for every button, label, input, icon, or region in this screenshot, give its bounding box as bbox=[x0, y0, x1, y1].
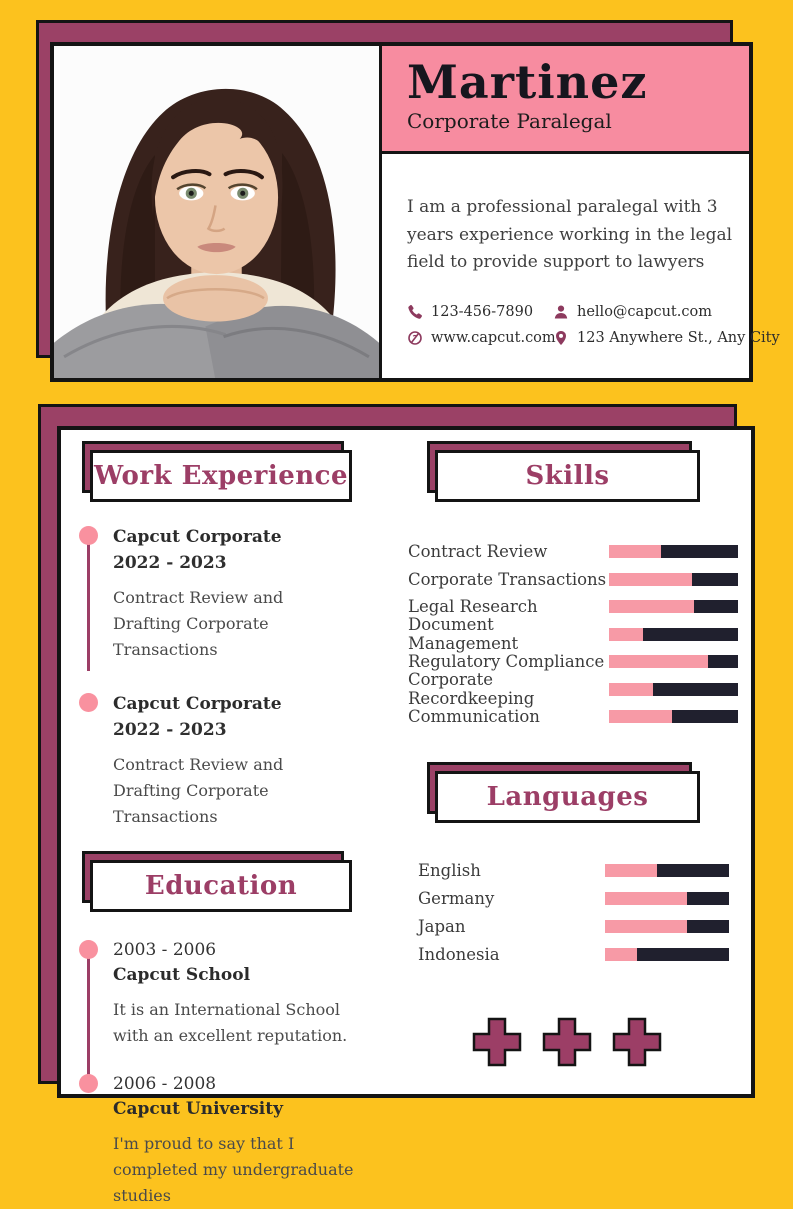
top-card bbox=[50, 42, 780, 382]
education-item-description: It is an International School with an excellent reputation. bbox=[113, 1000, 348, 1045]
skill-label: Regulatory Compliance bbox=[408, 652, 605, 672]
skill-bar bbox=[609, 655, 738, 668]
person-icon bbox=[553, 304, 569, 320]
skill-row bbox=[408, 538, 738, 566]
work-experience-heading: Work Experience bbox=[93, 461, 349, 491]
skill-row bbox=[408, 615, 738, 654]
skill-bar bbox=[609, 545, 738, 558]
bottom-card bbox=[57, 426, 755, 1205]
education-item-dates: 2003 - 2006 bbox=[113, 940, 217, 960]
language-label: Japan bbox=[418, 917, 466, 936]
section-header-skills bbox=[435, 450, 700, 502]
education-item-school: Capcut University bbox=[113, 1099, 283, 1119]
work-experience-timeline bbox=[79, 524, 387, 830]
language-row bbox=[408, 913, 738, 941]
plus-icon bbox=[472, 1017, 522, 1067]
section-header-languages bbox=[435, 771, 700, 823]
skill-row bbox=[408, 670, 738, 709]
education-item-description: I'm proud to say that I completed my undergraduate studies bbox=[113, 1134, 354, 1205]
skill-bar-fill bbox=[609, 683, 653, 696]
section-header-education bbox=[90, 860, 352, 912]
decorative-plus-row bbox=[472, 1017, 738, 1067]
contact-email-value: hello@capcut.com bbox=[577, 304, 712, 321]
contact-website bbox=[407, 330, 556, 347]
language-bar-fill bbox=[605, 892, 687, 905]
plus-icon bbox=[612, 1017, 662, 1067]
work-item-description: Contract Review and Drafting Corporate Transactions bbox=[113, 588, 284, 659]
contact-address-value: 123 Anywhere St., Any City bbox=[577, 330, 780, 347]
skill-bar-fill bbox=[609, 628, 643, 641]
language-row bbox=[408, 857, 738, 885]
contact-list bbox=[407, 304, 780, 347]
skill-bar-fill bbox=[609, 655, 708, 668]
timeline-dot bbox=[79, 526, 98, 545]
skill-label: Communication bbox=[408, 707, 540, 727]
work-item-dates: 2022 - 2023 bbox=[113, 720, 227, 740]
language-bar bbox=[605, 864, 729, 877]
job-title: Corporate Paralegal bbox=[407, 108, 612, 133]
timeline-dot bbox=[79, 693, 98, 712]
contact-address bbox=[553, 330, 780, 346]
skill-row bbox=[408, 566, 738, 594]
language-bar-fill bbox=[605, 948, 637, 961]
work-item-dates: 2022 - 2023 bbox=[113, 553, 227, 573]
skill-label: Corporate Recordkeeping bbox=[408, 670, 535, 709]
skill-label: Legal Research bbox=[408, 597, 538, 617]
education-timeline bbox=[79, 938, 387, 1209]
skill-bar bbox=[609, 600, 738, 613]
contact-phone-value: 123-456-7890 bbox=[431, 304, 534, 321]
skill-bar bbox=[609, 710, 738, 723]
education-item-dates: 2006 - 2008 bbox=[113, 1074, 217, 1094]
work-item-company: Capcut Corporate bbox=[113, 527, 282, 547]
phone-icon bbox=[407, 304, 423, 320]
language-bar bbox=[605, 948, 729, 961]
education-heading: Education bbox=[144, 871, 298, 901]
language-row bbox=[408, 885, 738, 913]
language-bar bbox=[605, 892, 729, 905]
education-item-school: Capcut School bbox=[113, 965, 251, 985]
location-icon bbox=[553, 330, 569, 346]
contact-phone bbox=[407, 304, 553, 320]
education-item bbox=[79, 1072, 387, 1209]
skill-bar bbox=[609, 573, 738, 586]
skill-bar-fill bbox=[609, 710, 672, 723]
work-item-description: Contract Review and Drafting Corporate Transactions bbox=[113, 755, 284, 826]
skill-bar bbox=[609, 683, 738, 696]
languages-list bbox=[408, 857, 738, 969]
skill-bar-fill bbox=[609, 600, 694, 613]
timeline-dot bbox=[79, 1074, 98, 1093]
language-label: Indonesia bbox=[418, 945, 500, 964]
language-label: Germany bbox=[418, 889, 495, 908]
language-bar-fill bbox=[605, 920, 687, 933]
skill-label: Document Management bbox=[408, 615, 519, 654]
work-experience-item bbox=[79, 524, 387, 663]
contact-email bbox=[553, 304, 780, 320]
language-bar bbox=[605, 920, 729, 933]
link-icon bbox=[407, 330, 423, 346]
portrait-illustration bbox=[54, 46, 379, 378]
skill-bar bbox=[609, 628, 738, 641]
work-item-company: Capcut Corporate bbox=[113, 694, 282, 714]
about-summary: I am a professional paralegal with 3 years experience working in the legal field to provide support to lawyers bbox=[407, 197, 733, 273]
language-bar-fill bbox=[605, 864, 657, 877]
language-label: English bbox=[418, 861, 481, 880]
skill-label: Contract Review bbox=[408, 542, 548, 562]
profile-photo bbox=[54, 46, 382, 378]
skill-bar-fill bbox=[609, 573, 692, 586]
languages-heading: Languages bbox=[486, 781, 649, 812]
contact-website-value: www.capcut.com bbox=[431, 330, 556, 347]
timeline-dot bbox=[79, 940, 98, 959]
education-item bbox=[79, 938, 387, 1049]
work-experience-item bbox=[79, 691, 387, 830]
name-header-block bbox=[382, 46, 749, 154]
skill-bar-fill bbox=[609, 545, 661, 558]
skill-label: Corporate Transactions bbox=[408, 569, 607, 589]
section-header-work-experience bbox=[90, 450, 352, 502]
skills-heading: Skills bbox=[525, 461, 610, 491]
plus-icon bbox=[542, 1017, 592, 1067]
person-name: Martinez bbox=[407, 55, 648, 109]
skills-list bbox=[408, 538, 738, 731]
language-row bbox=[408, 941, 738, 969]
